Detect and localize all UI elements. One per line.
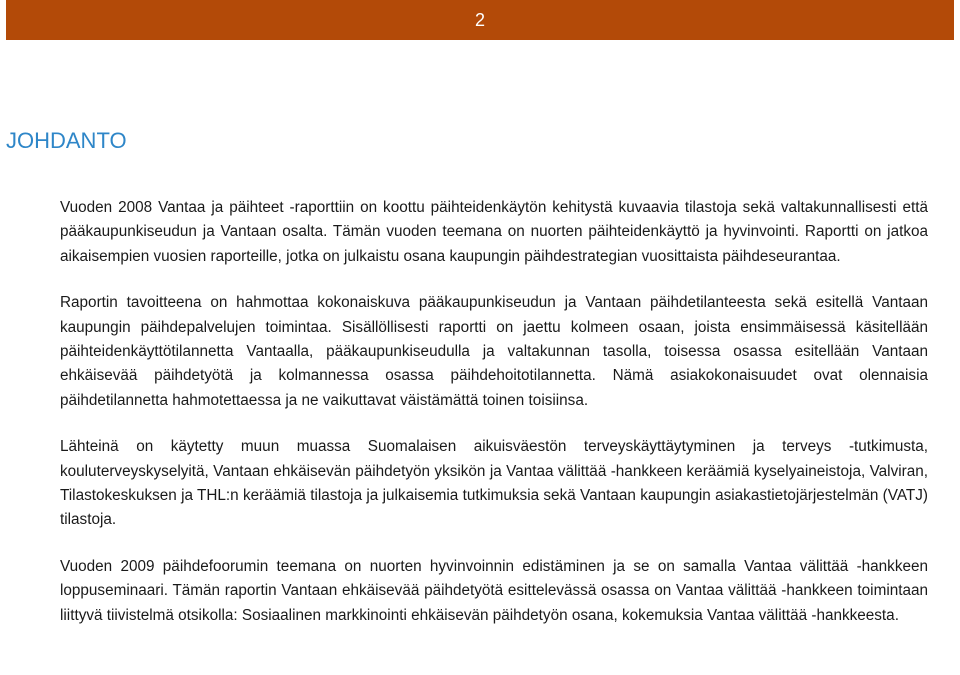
section-heading: JOHDANTO xyxy=(6,128,127,153)
paragraph-2: Raportin tavoitteena on hahmottaa kokonaiskuva pääkaupunkiseudun ja Vantaan päihdetilanteesta sekä esitellä Vantaan kaupungin päihdepalvelujen toimintaa. Sisällöllisesti raportti on jaettu kolmeen osaan, joista ensimmäisessä käsitellään päihteidenkäyttötilannetta Vantaalla, pääkaupunkiseudulla ja valtakunnan tasolla, toisessa osassa esitellään Vantaan ehkäisevää päihdetyötä ja kolmannessa osassa päihdehoitotilannetta. Nämä asiakokonaisuudet ovat olennaisia päihdetilannetta hahmotettaessa ja ne vaikuttavat väistämättä toinen toisiinsa. xyxy=(60,294,928,409)
page-header-bar xyxy=(6,0,954,40)
body-text xyxy=(60,196,928,650)
paragraph-3: Lähteinä on käytetty muun muassa Suomalaisen aikuisväestön terveyskäyttäytyminen ja terveys -tutkimusta, kouluterveyskyselyitä, Vantaan ehkäisevän päihdetyön yksikön ja Vantaa välittää -hankkeen keräämiä kyselyaineistoja, Valviran, Tilastokeskuksen ja THL:n keräämiä tilastoja ja julkaisemia tutkimuksia sekä Vantaan kaupungin asiakastietojärjestelmän (VATJ) tilastoja. xyxy=(60,438,928,529)
page-number: 2 xyxy=(474,9,485,30)
paragraph-4: Vuoden 2009 päihdefoorumin teemana on nuorten hyvinvoinnin edistäminen ja se on samalla Vantaa välittää -hankkeen loppuseminaari. Tämän raportin Vantaan ehkäisevää päihdetyötä esittelevässä osassa on Vantaa välittää -hankkeen toimintaan liittyvä tiivistelmä otsikolla: Sosiaalinen markkinointi ehkäisevän päihdetyön osana, kokemuksia Vantaa välittää -hankkeesta. xyxy=(60,557,928,624)
paragraph-1: Vuoden 2008 Vantaa ja päihteet -raporttiin on koottu päihteidenkäytön kehitystä kuvaavia tilastoja sekä valtakunnallisesti että pääkaupunkiseudun ja Vantaan osalta. Tämän vuoden teemana on nuorten päihteidenkäyttö ja hyvinvointi. Raportti on jatkoa aikaisempien vuosien raporteille, jotka on julkaistu osana kaupungin päihdestrategian vuosittaista päihdeseurantaa. xyxy=(60,199,928,265)
